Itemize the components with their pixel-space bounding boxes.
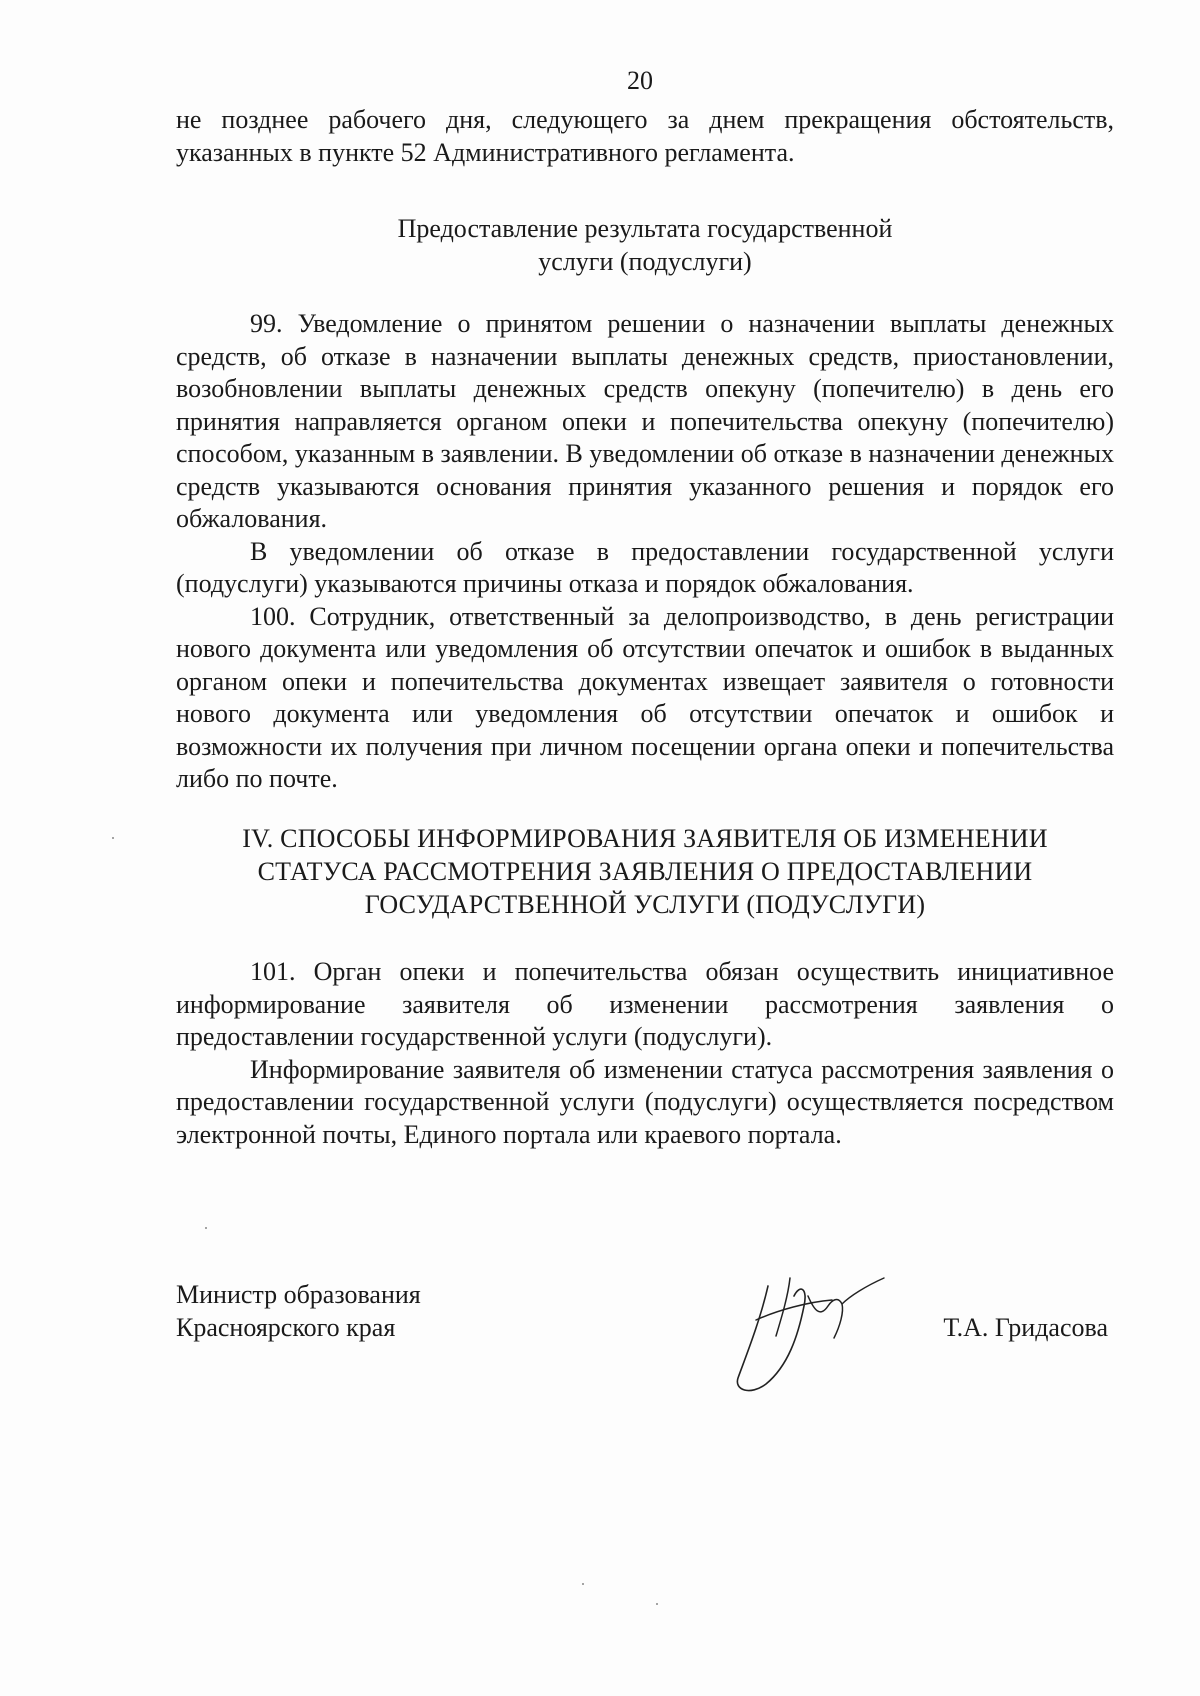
paragraph-99-refusal: В уведомлении об отказе в предоставлении государственной услуги (подуслуги) указываются причины отказа и порядок обжалования. bbox=[176, 536, 1114, 598]
subheading-line-2: услуги (подуслуги) bbox=[538, 247, 752, 276]
signer-title bbox=[176, 1278, 421, 1344]
scan-speck bbox=[656, 1603, 658, 1605]
signer-title-line-2: Красноярского края bbox=[176, 1313, 396, 1342]
signature-block bbox=[176, 1278, 1114, 1418]
paragraph-99: 99. Уведомление о принятом решении о назначении выплаты денежных средств, об отказе в назначении выплаты денежных средств, приостановлении, возобновлении выплаты денежных средств опекуну (попечителю) в день его принятия направляется органом опеки и попечительства опекуну (попечителю) способом, указанным в заявлении. В уведомлении об отказе в назначении денежных средств указываются основания принятия указанного решения и порядок его обжалования. bbox=[176, 309, 1114, 533]
subheading-line-1: Предоставление результата государственной bbox=[397, 214, 893, 243]
page-number: 20 bbox=[627, 66, 653, 95]
paragraph-101: 101. Орган опеки и попечительства обязан осуществить инициативное информирование заявителя об изменении рассмотрения заявления о предоставлении государственной услуги (подуслуги). bbox=[176, 957, 1114, 1051]
scan-speck bbox=[582, 1583, 584, 1585]
scan-speck bbox=[205, 1227, 207, 1229]
handwritten-signature bbox=[716, 1266, 906, 1396]
section-body-99-100 bbox=[176, 308, 1114, 796]
section-heading-line-1: IV. СПОСОБЫ ИНФОРМИРОВАНИЯ ЗАЯВИТЕЛЯ ОБ ИЗМЕНЕНИИ bbox=[242, 824, 1048, 853]
signer-name: Т.А. Гридасова bbox=[943, 1313, 1108, 1342]
section-heading-line-2: СТАТУСА РАССМОТРЕНИЯ ЗАЯВЛЕНИЯ О ПРЕДОСТАВЛЕНИИ bbox=[257, 857, 1033, 886]
paragraph-101-info: Информирование заявителя об изменении статуса рассмотрения заявления о предоставлении государственной услуги (подуслуги) осуществляется посредством электронной почты, Единого портала или краевого портала. bbox=[176, 1054, 1114, 1149]
signer-title-line-1: Министр образования bbox=[176, 1280, 421, 1309]
section-body-101 bbox=[176, 956, 1114, 1151]
scan-speck bbox=[112, 837, 114, 839]
section-heading-line-3: ГОСУДАРСТВЕННОЙ УСЛУГИ (ПОДУСЛУГИ) bbox=[364, 890, 926, 919]
paragraph-100: 100. Сотрудник, ответственный за делопроизводство, в день регистрации нового документа или уведомления об отсутствии опечаток и ошибок в выданных органом опеки и попечительства документах извещает заявителя о готовности нового документа или уведомления об отсутствии опечаток и ошибок и возможности их получения при личном посещении органа опеки и попечительства либо по почте. bbox=[176, 601, 1114, 793]
continuation-paragraph: не позднее рабочего дня, следующего за днем прекращения обстоятельств, указанных в пункте 52 Административного регламента. bbox=[176, 105, 1114, 167]
subheading bbox=[176, 212, 1114, 278]
continuation-text bbox=[176, 104, 1114, 169]
section-heading bbox=[176, 822, 1114, 921]
